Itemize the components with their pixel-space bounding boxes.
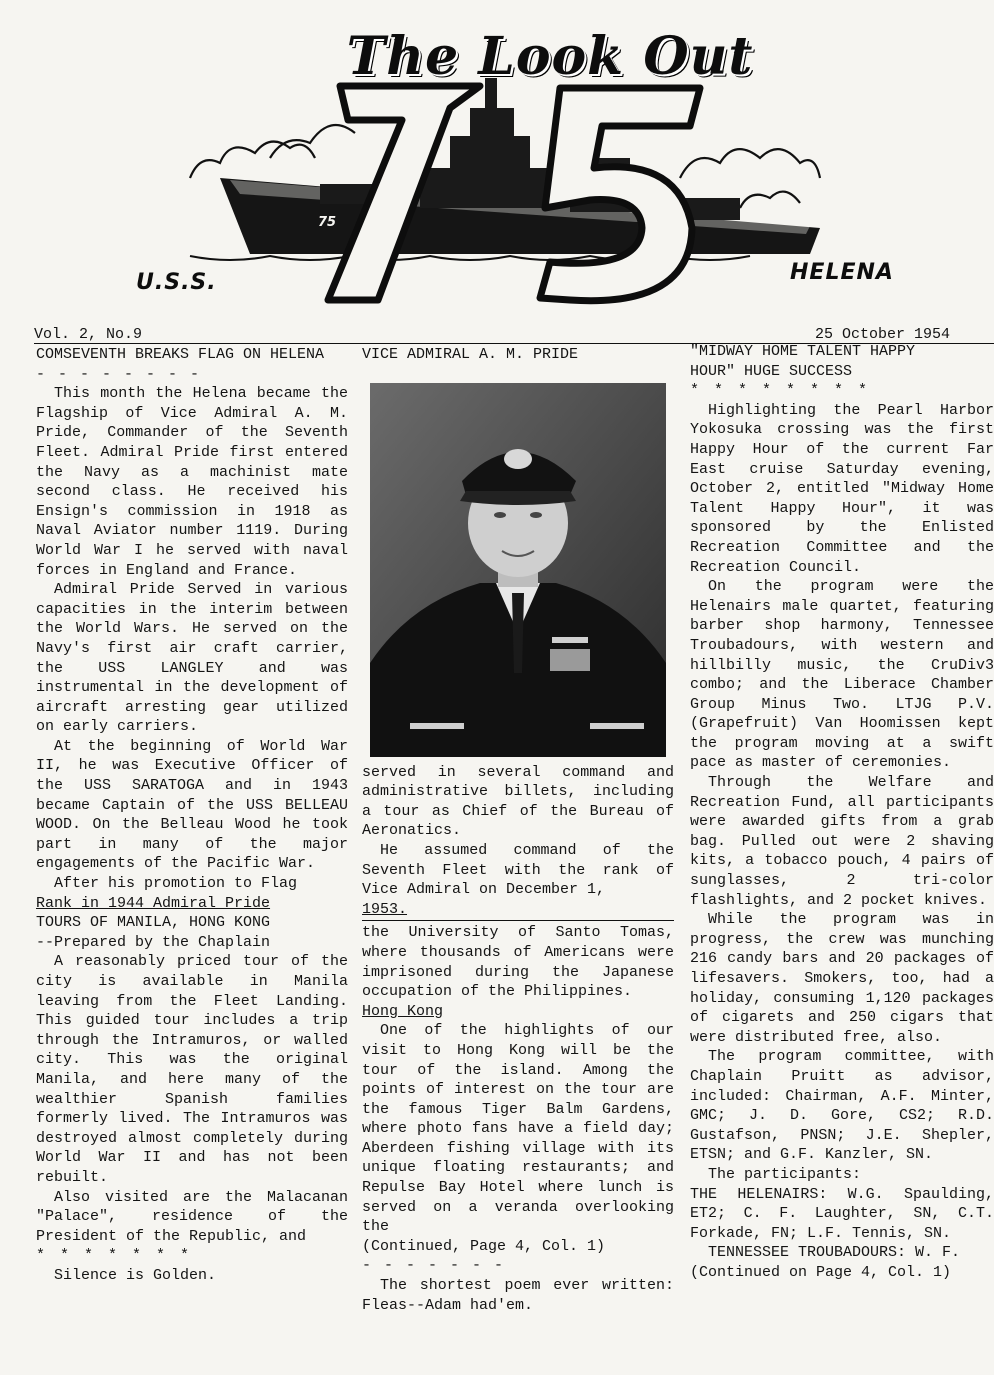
separator-stars: * * * * * * * bbox=[36, 1247, 193, 1265]
article-paragraph: On the program were the Helenairs male quartet, featuring barber shop harmony, Tennessee Troubadours, with western and hillbilly music, the CruDiv3 combo; and the Liberace Chamber Group Minus Two. LTJG P.V. (Grapefruit) Van Hoomissen kept the program moving at a swift pace as master of ceremonies. bbox=[690, 578, 994, 772]
separator-dashes: - - - - - - - - bbox=[36, 365, 202, 383]
article-paragraph: THE HELENAIRS: W.G. Spaulding, ET2; C. F. Laughter, SN, C.T. Forkade, FN; L.F. Tennis, SN. bbox=[690, 1185, 994, 1242]
column-2 bbox=[362, 345, 674, 1315]
article-byline: --Prepared by the Chaplain bbox=[36, 933, 271, 951]
article-paragraph: After his promotion to Flag bbox=[54, 875, 298, 893]
masthead bbox=[120, 8, 920, 308]
filler-text: Silence is Golden. bbox=[54, 1266, 217, 1284]
separator-stars: * * * * * * * * bbox=[690, 382, 871, 400]
article-paragraph: The participants: bbox=[708, 1165, 862, 1183]
article-paragraph: At the beginning of World War II, he was Executive Officer of the USS SARATOGA and in 1943 became Captain of the USS BELLEAU WOOD. On the Belleau Wood he took part in many of the major engagements of the Pacific War. bbox=[36, 737, 348, 873]
article-paragraph: Also visited are the Malacanan "Palace", residence of the President of the Republic, and bbox=[36, 1188, 348, 1245]
article-paragraph-underlined: Rank in 1944 Admiral Pride bbox=[36, 894, 271, 912]
separator-dashes: - - - - - - - bbox=[362, 1257, 506, 1275]
article-paragraph: This month the Helena became the Flagship of Vice Admiral A. M. Pride, Commander of the Seventh Fleet. Admiral Pride first entered the Navy as a machinist mate second class. He received his Ensign's commission in 1918 as Naval Aviator number 1119. During World War I he served with naval forces in England and France. bbox=[36, 385, 348, 579]
continuation-note: (Continued on Page 4, Col. 1) bbox=[690, 1263, 952, 1281]
filler-poem: The shortest poem ever written: Fleas--Adam had'em. bbox=[362, 1277, 674, 1314]
article-headline: COMSEVENTH BREAKS FLAG ON HELENA bbox=[36, 346, 325, 363]
article-paragraph: the University of Santo Tomas, where thousands of Americans were imprisoned during the Japanese occupation of the Philippines. bbox=[362, 924, 674, 1001]
article-paragraph: served in several command and administrative billets, including a tour as Chief of the Bureau of Aeronatics. bbox=[362, 763, 674, 840]
article-paragraph: While the program was in progress, the crew was munching 216 candy bars and 20 packages of lifesavers. Smokers, too, had a holiday, consuming 1,120 packages of cigarets and 250 cigars that were distributed free, also. bbox=[690, 911, 994, 1046]
column-3 bbox=[690, 342, 994, 1283]
hull-number-on-ship: 75 bbox=[318, 215, 337, 230]
masthead-helena-label: HELENA bbox=[790, 260, 894, 285]
article-paragraph: One of the highlights of our visit to Hong Kong will be the tour of the island. Among the points of interest on the tour are the famous Tiger Balm Gardens, where photo fans have a field day; Aberdeen fishing village with its unique floating restaurants; and Repulse Bay Hotel where lunch is served on a veranda overlooking the bbox=[362, 1022, 674, 1236]
subsection-heading: Hong Kong bbox=[362, 1002, 444, 1020]
article-paragraph: He assumed command of the Seventh Fleet with the rank of Vice Admiral on December 1, bbox=[362, 841, 674, 899]
article-paragraph: Highlighting the Pearl Harbor Yokosuka crossing was the first Happy Hour of the current Far East cruise Saturday evening, October 2, entitled "Midway Home Talent Happy Hour", it was sponsored by the Enlisted Recreation Committee and the Recreation Council. bbox=[690, 401, 994, 576]
article-headline: TOURS OF MANILA, HONG KONG bbox=[36, 914, 271, 932]
article-paragraph: TENNESSEE TROUBADOURS: W. F. bbox=[708, 1244, 961, 1262]
article-paragraph: The program committee, with Chaplain Pruitt as advisor, included: Chairman, A.F. Minter, GMC; J. D. Gore, CS2; R.D. Gustafson, PNSN; J.E. Shepler, ETSN; and G.F. Kanzler, SN. bbox=[690, 1048, 994, 1164]
column-1 bbox=[36, 345, 348, 1286]
photo-caption-headline: VICE ADMIRAL A. M. PRIDE bbox=[362, 346, 579, 363]
article-paragraph: Through the Welfare and Recreation Fund, all participants were awarded gifts from a grab bag. Pulled out were 2 shaving kits, a tobacco pouch, 4 pairs of sunglasses, 2 tri-color flashlights, and 2 pocket knives. bbox=[690, 774, 994, 909]
article-headline-line-1: "MIDWAY HOME TALENT HAPPY bbox=[690, 343, 916, 360]
article-headline-line-2: HOUR" HUGE SUCCESS bbox=[690, 362, 853, 380]
section-rule bbox=[362, 920, 674, 921]
continuation-note: (Continued, Page 4, Col. 1) bbox=[362, 1237, 606, 1255]
admiral-portrait-photo bbox=[370, 383, 666, 757]
masthead-uss-label: U.S.S. bbox=[136, 270, 217, 295]
issue-volume: Vol. 2, No.9 bbox=[34, 326, 143, 343]
issue-date: 25 October 1954 bbox=[814, 326, 950, 343]
article-paragraph: Admiral Pride Served in various capacities in the interim between the World Wars. He served on the Navy's first air craft carrier, the USS LANGLEY and was instrumental in the development of aircraft arresting gear utilized on early carriers. bbox=[36, 581, 348, 736]
article-paragraph: A reasonably priced tour of the city is available in Manila leaving from the Fleet Landing. This guided tour includes a trip through the Intramuros, or walled city. This was the original Manila, and here many of the wealthier Spanish families formerly lived. The Intramuros was destroyed almost completely during World War II and has not been rebuilt. bbox=[36, 953, 348, 1186]
article-paragraph-end: 1953. bbox=[362, 900, 408, 918]
newsletter-title: The Look Out bbox=[346, 26, 754, 87]
